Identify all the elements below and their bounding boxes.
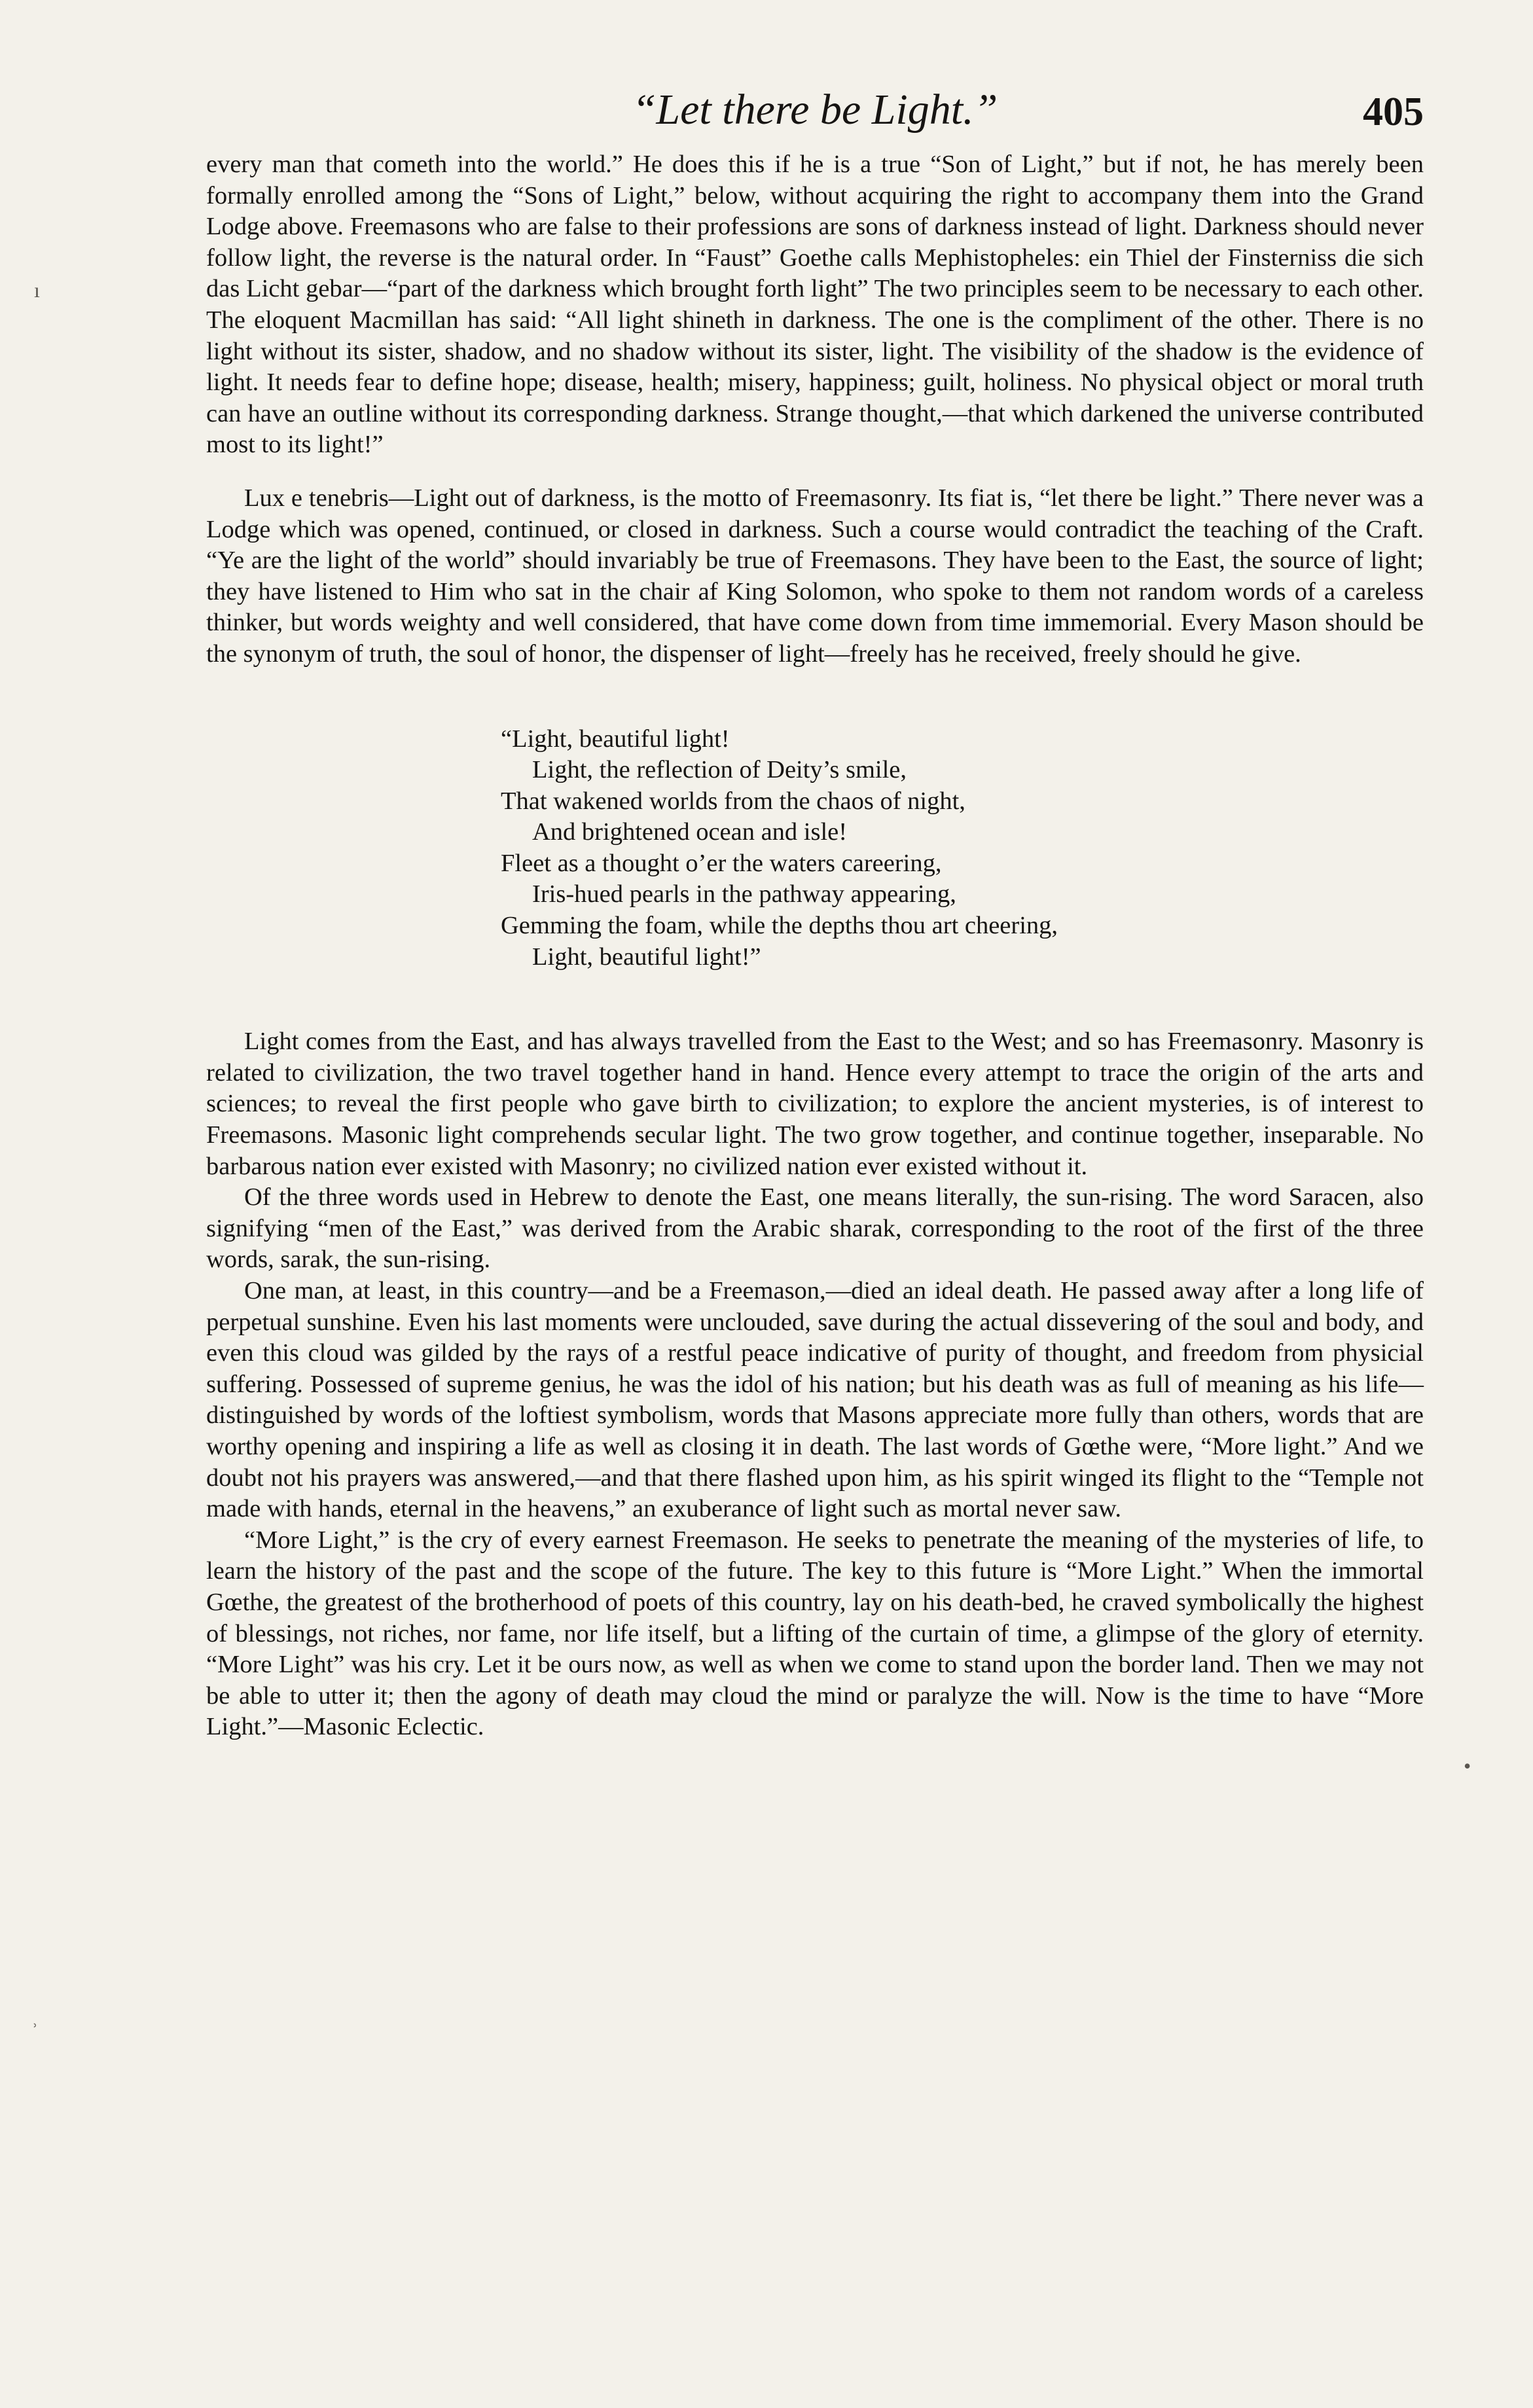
paragraph: One man, at least, in this country—and be a Freemason,—died an ideal death. He passed away after a long life of perpetual sunshine. Even his last moments were unclouded, save during the actual dissevering of the soul and body, and even this cloud was gilded by the rays of a restful peace indicative of purity of thought, and freedom from physicial suffering. Possessed of supreme genius, he was the idol of his nation; but his death was as full of meaning as his life—distinguished by words of the loftiest symbolism, words that Masons appreciate more fully than others, words that are worthy opening and inspiring a life as well as closing it in death. The last words of Gœthe were, “More light.” And we doubt not his prayers was answered,—and that there flashed upon him, as his spirit winged its flight to the “Temple not made with hands, eternal in the heavens,” an exuberance of light such as mortal never saw. [206, 1277, 1424, 1523]
article-body [206, 149, 1424, 1743]
paragraph: every man that cometh into the world.” He does this if he is a true “Son of Light,” but if not, he has merely been formally enrolled among the “Sons of Light,” below, without acquiring the right to accompany them into the Grand Lodge above. Freemasons who are false to their professions are sons of darkness instead of light. Darkness should never follow light, the reverse is the natural order. In “Faust” Goethe calls Mephistopheles: ein Thiel der Finsterniss die sich das Licht gebar—“part of the darkness which brought forth light” The two principles seem to be necessary to each other. The eloquent Macmillan has said: “All light shineth in darkness. The one is the compliment of the other. There is no light without its sister, shadow, and no shadow without its sister, light. The visibility of the shadow is the evidence of light. It needs fear to define hope; disease, health; misery, happiness; guilt, holiness. No physical object or moral truth can have an outline without its corresponding darkness. Strange thought,—that which darkened the universe contributed most to its light!” [206, 151, 1424, 459]
poem-line: Iris-hued pearls in the pathway appearing, [532, 880, 956, 908]
paragraph: Lux e tenebris—Light out of darkness, is the motto of Freemasonry. Its fiat is, “let there be light.” There never was a Lodge which was opened, continued, or closed in darkness. Such a course would contradict the teaching of the Craft. “Ye are the light of the world” should invariably be true of Freemasons. They have been to the East, the source of light; they have listened to Him who sat in the chair af King Solomon, who spoke to them not random words of a careless thinker, but words weighty and well considered, that have come down from time immemorial. Every Mason should be the synonym of truth, the soul of honor, the dispenser of light—freely has he received, freely should he give. [206, 484, 1424, 668]
poem [501, 724, 1424, 973]
poem-line: “Light, beautiful light! [501, 725, 730, 753]
margin-mark: • [1464, 1754, 1471, 1778]
paragraph: “More Light,” is the cry of every earnest Freemason. He seeks to penetrate the meaning of the mysteries of life, to learn the history of the past and the scope of the future. The key to this future is “More Light.” When the immortal Gœthe, the greatest of the brotherhood of poets of this country, lay on his death-bed, he craved symbolically the highest of blessings, not riches, nor fame, nor life itself, but a lifting of the curtain of time, a glimpse of the glory of eternity. “More Light” was his cry. Let it be ours now, as well as when we come to stand upon the border land. Then we may not be able to utter it; then the agony of death may cloud the mind or paralyze the will. Now is the time to have “More Light.”—Masonic Eclectic. [206, 1526, 1424, 1741]
poem-line: Light, the reflection of Deity’s smile, [532, 756, 907, 784]
paragraph: Of the three words used in Hebrew to denote the East, one means literally, the sun-rising. The word Saracen, also signifying “men of the East,” was derived from the Arabic sharak, corresponding to the root of the first of the three words, sarak, the sun-rising. [206, 1183, 1424, 1274]
poem-line: Gemming the foam, while the depths thou art cheering, [501, 912, 1058, 940]
page-header [206, 85, 1424, 144]
poem-line: That wakened worlds from the chaos of night, [501, 787, 965, 815]
poem-line: And brightened ocean and isle! [532, 818, 848, 846]
poem-line: Fleet as a thought o’er the waters careering, [501, 849, 942, 877]
running-title: “Let there be Light.” [632, 86, 998, 134]
margin-mark: ı [34, 278, 40, 302]
paragraph: Light comes from the East, and has always travelled from the East to the West; and so has Freemasonry. Masonry is related to civilization, the two travel together hand in hand. Hence every attempt to trace the origin of the arts and sciences; to reveal the first people who gave birth to civilization; to explore the ancient mysteries, is of interest to Freemasons. Masonic light comprehends secular light. The two grow together, and continue together, inseparable. No barbarous nation ever existed with Masonry; no civilized nation ever existed without it. [206, 1028, 1424, 1180]
margin-mark: ʾ [31, 2019, 39, 2043]
page-number: 405 [1363, 90, 1424, 134]
poem-line: Light, beautiful light!” [532, 943, 761, 971]
